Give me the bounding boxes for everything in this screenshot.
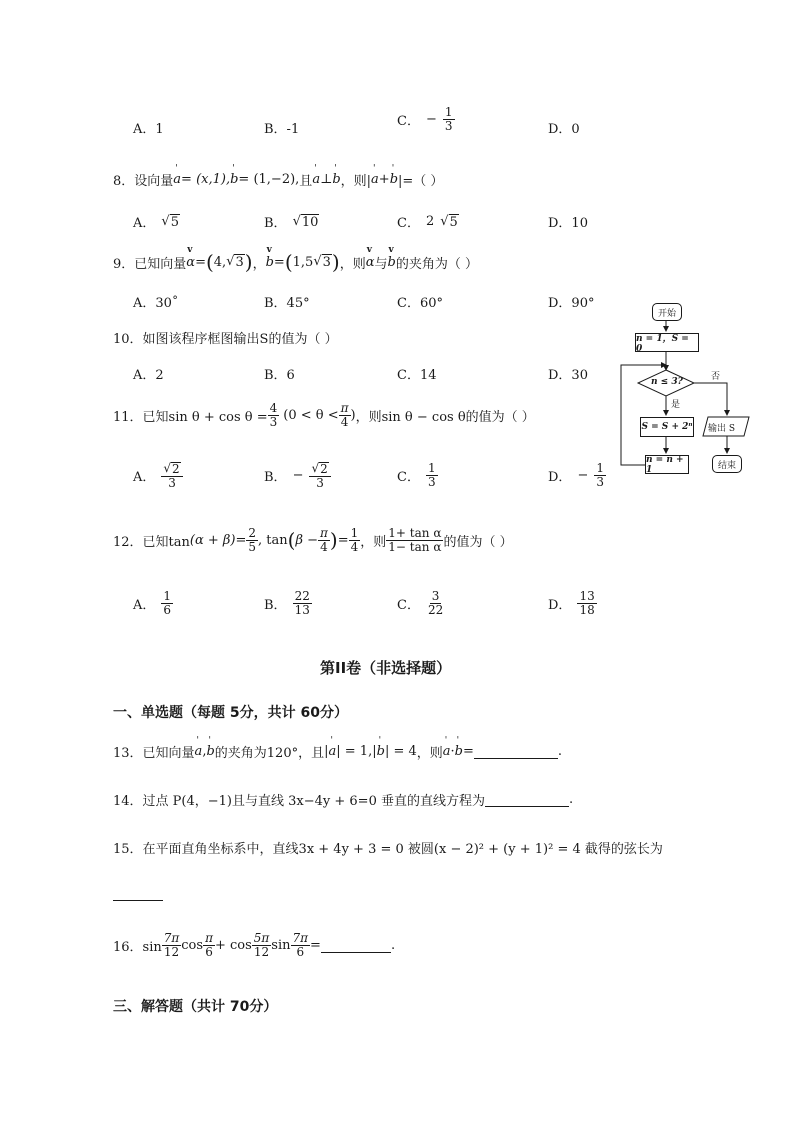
q9-paren-close-2: ) [331,250,340,274]
q9-and: 与 [374,256,388,272]
q13-vector-b-3: ' b [455,744,463,759]
q12-mid: ，则 [360,534,387,550]
q11-d-label: D． [548,469,572,485]
q12-f1-den: 5 [248,539,257,554]
q11-b-rad: 2 [320,462,328,476]
q12-option-a [133,590,173,616]
fc-arrow-cond-output [694,383,727,415]
q11-four: 4 [340,414,349,429]
q8-b-rad: 10 [301,214,319,230]
q12-a-num: 1 [163,589,172,603]
q9-tail: 的夹角为（ ） [395,256,478,272]
q11-range-post: ) [350,407,356,423]
q9-vector-a: v α [186,255,195,270]
q14-text: 14．过点 P(4，−1)且与直线 3x−4y + 6=0 垂直的直线方程为 [113,794,485,809]
q11-fraction [268,402,280,428]
q16-prefix: 16．sin [113,939,162,955]
q11-b-minus: − [292,468,304,484]
q7-option-c-minus: − [425,111,437,127]
q12-b-den: 13 [294,602,310,617]
q11-a-fraction: √ 2 3 [161,462,182,489]
fc-yes-label: 是 [671,400,681,410]
q8-eq2: = (1,−2), [238,172,300,187]
fc-condition: n ≤ 3? [651,377,683,387]
q9-d-text: D．90° [548,296,595,311]
part-1-title: 一、单选题（每题 5分，共计 60分） [113,705,348,721]
q13-answer-blank[interactable] [474,744,558,759]
q8-eq1: = (x,1), [181,172,231,187]
q11-c-fraction [426,462,438,488]
q11-b-fraction: √ 2 3 [309,462,330,489]
q8-stem [113,170,443,189]
q11-d-num: 1 [596,461,604,475]
q16-cos1: cos [181,937,204,953]
q12-paren1: (α + β) [189,532,236,548]
q8-tail: |=（ ） [398,174,444,189]
q12-comma: , tan [258,532,288,548]
q11-den: 3 [269,414,278,429]
q8-d-text: D．10 [548,216,588,231]
q12-eq2: = [337,532,349,548]
fc-assign: S = S + 2ⁿ [640,417,694,437]
q16-frac2 [203,932,215,958]
q11-option-c [397,462,438,488]
q16-f2-num: π [205,931,213,945]
q11-num: 4 [269,401,278,415]
q12-b-num: 22 [294,589,310,603]
q16-f4-num: 7π [292,931,309,945]
part-3-title: 三、解答题（共计 70分） [113,999,278,1015]
q11-stem [113,402,535,428]
q13-vector-a: ' a [195,744,203,759]
q13-vector-a-3: ' a [443,744,451,759]
q12-frac-pi [318,527,330,553]
q8-c-label: C． [397,216,420,231]
q12-paren-close: ) [329,528,338,553]
fc-end: 结束 [712,455,742,473]
q12-prefix: 12．已知tan [113,534,190,550]
q10-b-text: B．6 [264,368,295,383]
q10-option-b [264,364,295,383]
q15-stem [113,838,663,857]
q9-b-rad: 3 [322,255,331,270]
q8-vector-b-3: ' b [390,172,398,187]
q10-text: 10．如图该程序框图输出S的值为（ ） [113,332,338,347]
q12-d-fraction [577,590,596,616]
q11-a-rad: 2 [172,462,180,476]
fc-no-label: 否 [711,372,721,382]
q9-b-sqrt: √ 3 [313,254,331,270]
q8-option-b [264,212,319,231]
q12-eq1: = [235,532,247,548]
q16-eq: = [310,937,321,953]
q13-vector-b: ' b [206,744,214,759]
q9-vector-a-2: v α [366,255,375,270]
q12-d-label: D． [548,597,572,613]
q9-vector-b: v b [266,255,274,270]
q12-d-num: 13 [579,589,595,603]
q9-c-text: C．60° [397,296,443,311]
q13-vector-b-2: ' b [377,744,385,759]
q12-b-fraction [293,590,312,616]
q12-frac3 [386,527,443,553]
q12-option-c [397,590,445,616]
q12-paren-open: ( [287,528,296,553]
q7-option-d-text: D．0 [548,122,580,137]
q12-p2-pre: β − [295,532,319,548]
q16-f3-num: 5π [253,931,270,945]
q16-end: . [390,937,396,953]
q7-c-den: 3 [444,118,453,133]
q11-d-fraction [594,462,606,488]
q8-c-coef: 2 [425,214,435,229]
q14-end: . [568,792,574,807]
q11-c-den: 3 [427,474,436,489]
q16-plus: + cos [214,937,252,953]
q10-a-text: A．2 [133,368,164,383]
q16-f1-num: 7π [163,931,180,945]
q9-paren-close: ) [244,250,253,274]
fc-start: 开始 [652,303,682,321]
q8-a-sqrt: √ 5 [161,213,179,230]
q11-b-den: 3 [316,475,324,490]
q12-a-fraction [161,590,173,616]
q8-option-a [133,212,180,231]
q7-option-a-text: A．1 [133,122,164,137]
q9-mid: ，则 [339,256,366,272]
section-2-title: 第II卷（非选择题） [320,659,452,677]
q13-mid: 的夹角为120°，且 [214,746,325,761]
q9-a-sqrt: √ 3 [226,254,244,270]
q8-cond-pre: 且 [299,174,313,189]
q11-d-den: 3 [596,474,604,489]
q13-abs-b-post: | = 4 [384,744,417,759]
q13-vector-a-2: ' a [329,744,337,759]
q14-answer-blank[interactable] [485,792,569,807]
q8-vector-a-3: ' a [371,172,379,187]
q12-option-d [548,590,597,616]
q8-c-sqrt: √ 5 [440,213,458,230]
q9-option-d [548,292,594,311]
q12-b-label: B． [264,597,287,613]
q7-c-num: 1 [444,105,453,119]
q9-eq1: = [195,254,206,270]
q8-option-c [397,212,459,231]
q7-option-c-fraction [443,106,455,132]
q7-option-d [548,118,580,137]
q13-comma: , [202,744,207,759]
q11-option-a [133,462,183,489]
q8-vector-a-2: ' a [312,172,320,187]
q12-tail: 的值为（ ） [443,534,513,550]
q11-c-num: 1 [427,461,436,475]
q9-stem [113,252,478,272]
q11-option-b [264,462,331,489]
q12-pi: π [320,526,328,540]
q16-stem [113,932,395,958]
q9-paren-open-2: ( [284,250,293,274]
q9-a-rad: 3 [235,255,244,270]
q12-f3-den: 1− tan α [388,539,442,554]
q13-then: ，则 [416,746,443,761]
q12-four: 4 [320,539,328,554]
flowchart [615,295,765,480]
q12-c-fraction [426,590,445,616]
q8-cond-post: ，则| [340,174,372,189]
q11-option-d [548,462,606,488]
q12-f3-num: 1+ tan α [388,526,442,540]
q16-answer-blank[interactable] [321,938,391,953]
q12-c-num: 3 [431,589,440,603]
q10-option-d [548,364,588,383]
q11-mid: ，则sin θ − cos θ的值为（ ） [355,409,535,425]
q12-f1-num: 2 [248,526,257,540]
q13-end: . [557,744,563,759]
q11-prefix: 11．已知sin θ + cos θ = [113,409,268,425]
q12-option-b [264,590,312,616]
q8-vector-b-2: ' b [332,172,340,187]
q13-eq: = [463,744,474,759]
q12-frac2 [349,527,361,553]
q16-frac4 [291,932,311,958]
q9-option-c [397,292,443,311]
q9-prefix: 9．已知向量 [113,256,187,272]
q16-frac3 [252,932,272,958]
q11-range-fraction [339,402,351,428]
q8-vector-a: ' a [173,172,181,187]
q7-option-a [133,118,164,137]
q12-a-den: 6 [163,602,172,617]
q12-f2-den: 4 [350,539,359,554]
q12-stem [113,527,513,553]
q9-option-b [264,292,310,311]
q12-f2-num: 1 [350,526,359,540]
fc-init: n = 1，S = 0 [635,333,699,352]
q13-stem [113,742,562,761]
q11-c-label: C． [397,469,420,485]
q11-a-den: 3 [168,475,176,490]
q9-b-val1: 1,5 [292,254,314,270]
q16-sin2: sin [271,937,291,953]
q8-b-sqrt: √ 10 [292,213,319,230]
q13-abs-open-2: | [372,744,377,759]
q12-c-label: C． [397,597,420,613]
q16-f4-den: 6 [296,944,305,959]
q12-a-label: A． [133,597,156,613]
q11-pi: π [340,401,349,415]
q11-range-pre: (0 < θ < [283,407,339,423]
q9-vector-b-2: v b [388,255,396,270]
q9-eq2: = [273,254,285,270]
q13-abs-open: | [324,744,329,759]
q16-f3-den: 12 [253,944,270,959]
q8-perp: ⊥ [320,172,333,187]
q7-option-b [264,118,299,137]
q12-c-den: 22 [427,602,444,617]
q8-plus: + [378,172,390,187]
q13-prefix: 13．已知向量 [113,746,195,761]
q8-vector-b: ' b [230,172,238,187]
q10-option-a [133,364,164,383]
q9-a-val1: 4, [213,254,227,270]
q16-frac1 [162,932,182,958]
q8-a-label: A． [133,216,156,231]
q15-text: 15．在平面直角坐标系中，直线3x + 4y + 3 = 0 被圆(x − 2)² + (y + 1)² = 4 截得的弦长为 [113,842,663,857]
q11-a-label: A． [133,470,156,486]
q9-option-a [133,292,178,311]
q8-c-rad: 5 [449,214,458,230]
q13-dot: · [450,744,455,759]
q7-option-c [397,106,455,132]
q8-a-rad: 5 [170,214,179,230]
q9-a-text: A．30˚ [133,296,179,311]
q8-prefix: 8．设向量 [113,174,174,189]
q8-b-label: B． [264,216,287,231]
q16-f2-den: 6 [205,944,213,959]
q16-f1-den: 12 [163,944,180,959]
q9-b-text: B．45° [264,296,310,311]
q10-option-c [397,364,437,383]
q15-answer-blank[interactable] [113,886,163,901]
fc-increment: n = n + 1 [645,455,689,474]
q10-d-text: D．30 [548,368,588,383]
q7-option-c-label: C． [397,113,420,129]
q14-stem [113,790,573,809]
q8-option-d [548,212,588,231]
q7-option-b-text: B．-1 [264,122,300,137]
flowchart-connectors [615,295,765,480]
q10-stem [113,328,338,347]
q13-abs-a-post: | = 1, [336,744,373,759]
fc-output: 输出 S [708,424,736,434]
q9-sep: ， [252,256,266,272]
q9-paren-open: ( [205,250,214,274]
q11-d-minus: − [577,467,589,483]
q12-frac1 [246,527,258,553]
q11-b-label: B． [264,470,287,486]
q10-c-text: C．14 [397,368,437,383]
q12-d-den: 18 [579,602,595,617]
